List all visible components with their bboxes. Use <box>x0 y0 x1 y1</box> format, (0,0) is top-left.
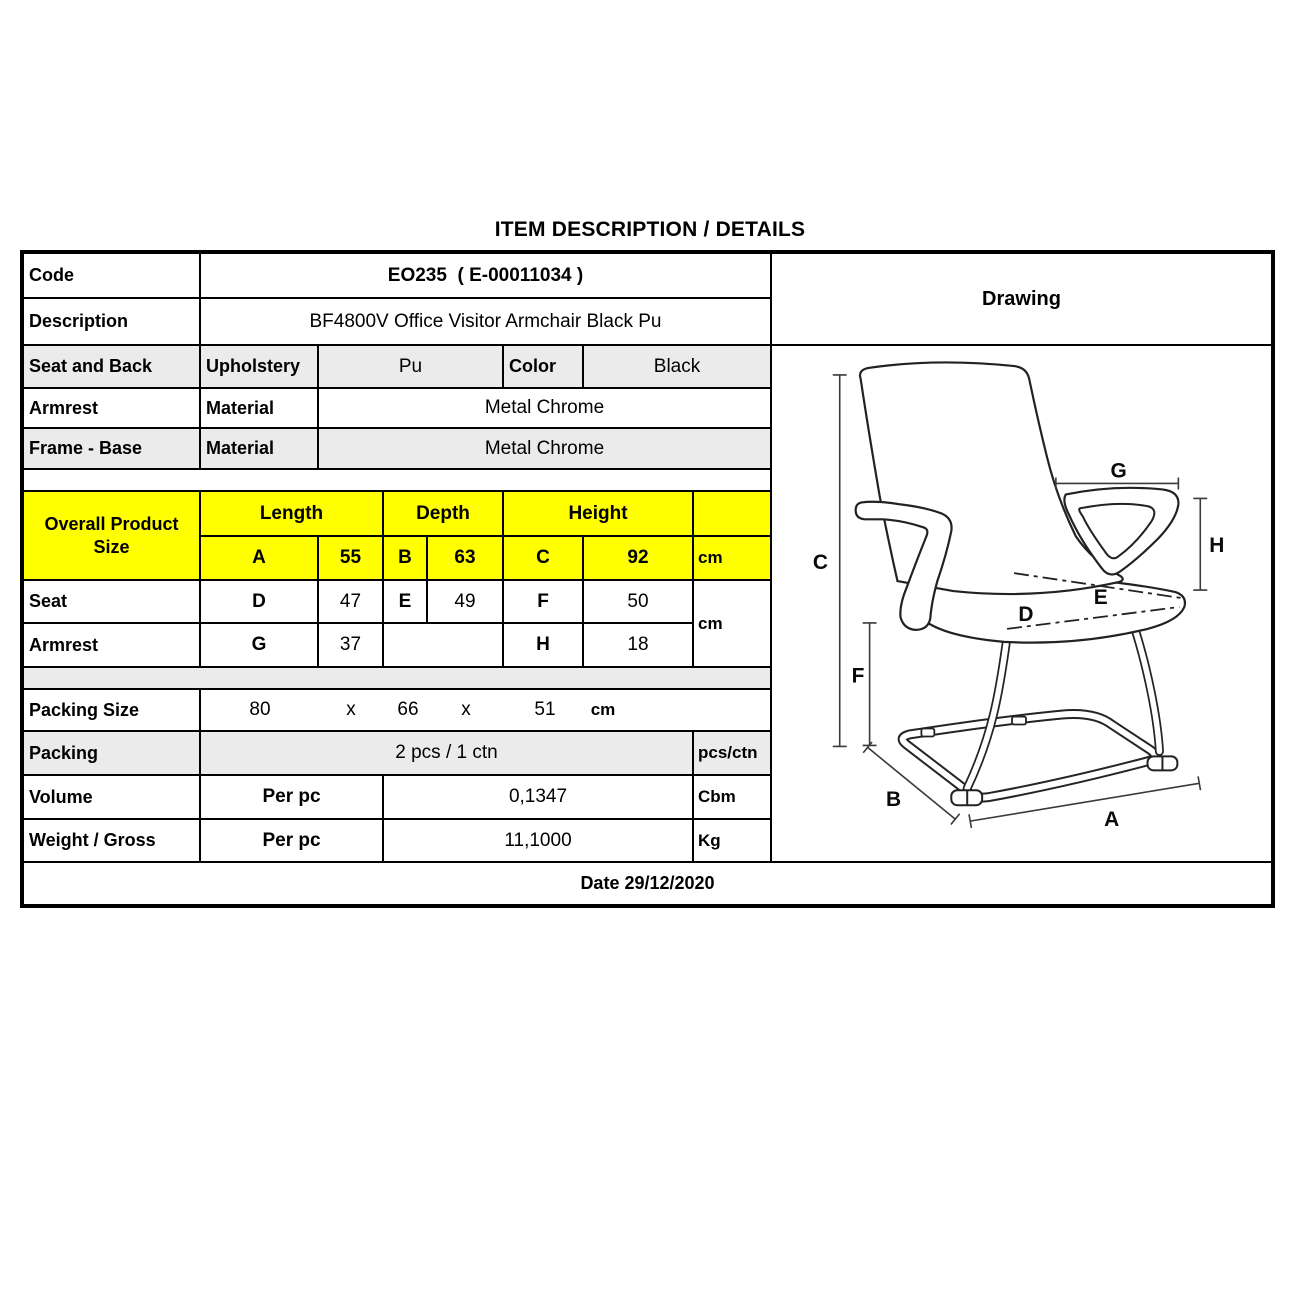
spacer-row <box>23 469 771 491</box>
weight-value: 11,1000 <box>383 819 693 862</box>
overall-a-value: 55 <box>318 536 383 580</box>
chair-drawing <box>772 345 1271 862</box>
armrest-h-key: H <box>503 623 583 667</box>
overall-b-key: B <box>383 536 427 580</box>
packing-size-label: Packing Size <box>23 689 200 731</box>
overall-c-value: 92 <box>583 536 693 580</box>
armrest-g-key: G <box>200 623 318 667</box>
volume-value: 0,1347 <box>383 775 693 819</box>
packing-value: 2 pcs / 1 ctn <box>200 731 693 775</box>
dim-label-e: E <box>1093 585 1108 609</box>
drawing-header: Drawing <box>771 253 1272 345</box>
dim-label-d: D <box>1018 602 1034 626</box>
overall-size-label: Overall Product Size <box>23 491 200 580</box>
packing-size-unit: cm <box>590 700 616 719</box>
seat-armrest-unit: cm <box>693 580 771 667</box>
weight-unit: Kg <box>693 819 771 862</box>
seat-e-key: E <box>383 580 427 623</box>
armrest-label: Armrest <box>23 388 200 428</box>
armrest-dims-label: Armrest <box>23 623 200 667</box>
weight-label: Weight / Gross <box>23 819 200 862</box>
packing-size-value <box>200 689 771 731</box>
seat-back-upholstery-value: Pu <box>318 345 503 388</box>
weight-basis: Per pc <box>200 819 383 862</box>
overall-blank-cell <box>693 491 771 536</box>
description-label: Description <box>23 298 200 345</box>
armrest-empty-cell <box>383 623 503 667</box>
overall-b-value: 63 <box>427 536 503 580</box>
seat-back-key-upholstery: Upholstery <box>200 345 318 388</box>
packing-size-length: 80 <box>249 699 271 720</box>
dim-label-b: B <box>885 788 902 812</box>
frame-base-label: Frame - Base <box>23 428 200 469</box>
seat-f-value: 50 <box>583 580 693 623</box>
packing-size-separator: x <box>346 699 356 720</box>
seat-e-value: 49 <box>427 580 503 623</box>
overall-a-key: A <box>200 536 318 580</box>
dim-label-h: H <box>1209 534 1225 558</box>
overall-length-header: Length <box>200 491 383 536</box>
volume-unit: Cbm <box>693 775 771 819</box>
drawing-panel <box>771 345 1272 862</box>
seat-f-key: F <box>503 580 583 623</box>
seat-d-key: D <box>200 580 318 623</box>
chair-backrest <box>860 362 1123 594</box>
armrest-material-value: Metal Chrome <box>318 388 771 428</box>
volume-label: Volume <box>23 775 200 819</box>
overall-height-header: Height <box>503 491 693 536</box>
overall-c-key: C <box>503 536 583 580</box>
armrest-g-value: 37 <box>318 623 383 667</box>
seat-back-label: Seat and Back <box>23 345 200 388</box>
overall-depth-header: Depth <box>383 491 503 536</box>
spec-table <box>20 250 1275 908</box>
dim-label-g: G <box>1110 459 1127 483</box>
seat-dims-label: Seat <box>23 580 200 623</box>
seat-back-key-color: Color <box>503 345 583 388</box>
dim-label-f: F <box>851 664 865 688</box>
spacer-row <box>23 667 771 689</box>
packing-label: Packing <box>23 731 200 775</box>
page-title: ITEM DESCRIPTION / DETAILS <box>494 218 806 241</box>
frame-base-material-value: Metal Chrome <box>318 428 771 469</box>
seat-back-color-value: Black <box>583 345 771 388</box>
packing-unit: pcs/ctn <box>693 731 771 775</box>
description-value: BF4800V Office Visitor Armchair Black Pu <box>200 298 771 345</box>
armrest-key-material: Material <box>200 388 318 428</box>
volume-basis: Per pc <box>200 775 383 819</box>
code-value: EO235 ( E-00011034 ) <box>200 253 771 298</box>
frame-base-key-material: Material <box>200 428 318 469</box>
dim-label-a: A <box>1104 808 1120 832</box>
date-row: Date 29/12/2020 <box>23 862 1272 905</box>
packing-size-height: 51 <box>534 699 556 720</box>
packing-size-separator: x <box>461 699 471 720</box>
seat-d-value: 47 <box>318 580 383 623</box>
overall-unit: cm <box>693 536 771 580</box>
armrest-h-value: 18 <box>583 623 693 667</box>
packing-size-width: 66 <box>397 699 419 720</box>
dim-label-c: C <box>812 551 828 575</box>
code-label: Code <box>23 253 200 298</box>
